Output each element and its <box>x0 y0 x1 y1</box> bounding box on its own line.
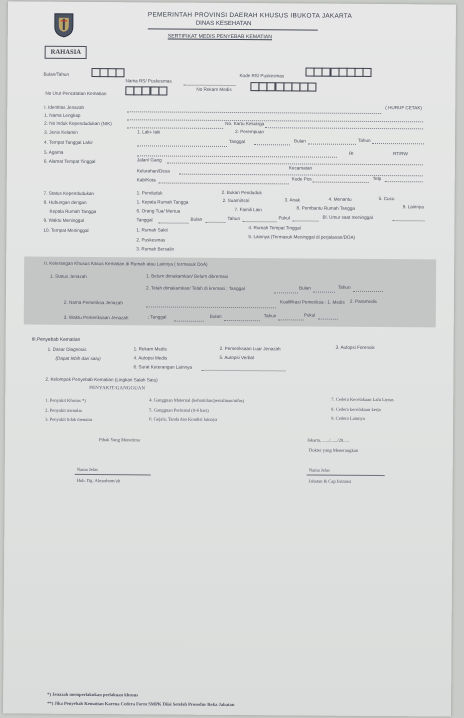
burial-day-line[interactable] <box>274 292 298 293</box>
residence-resident[interactable]: 1. Penduduk <box>136 190 163 196</box>
birth-day-line[interactable] <box>254 144 290 145</box>
row-birth: 4. Tempat Tanggal Lahir <box>44 139 93 146</box>
city-label: Kab/Kota <box>136 177 156 183</box>
rs-name-label: Nama RS/ Puskesmas <box>125 78 172 84</box>
death-year-line[interactable] <box>242 221 276 222</box>
examiner-qual-paramedic[interactable]: 2. Paramedis <box>349 298 378 305</box>
receiver-sign-line[interactable] <box>75 474 151 476</box>
corpse-status-1[interactable]: 1. Belum dimakamkan/ Belum dikremasi <box>146 273 229 279</box>
cause-1[interactable]: 1. Penyakit Khusus *) <box>45 397 86 403</box>
postcode-label: Kode Pos <box>291 176 312 182</box>
rs-code-boxes[interactable] <box>305 68 371 77</box>
death-day-line[interactable] <box>158 222 188 223</box>
place-1[interactable]: 1. Rumah Sakit <box>136 227 168 233</box>
receiver-title: Pihak Yang Menerima <box>98 437 140 443</box>
birthplace-line[interactable] <box>137 145 227 147</box>
cause-group-label: 2. Kelompok Penyebab Kematian (Lingkari Salah Satu) <box>45 376 158 383</box>
row-relation: 8. Hubungan dengan <box>43 199 87 205</box>
relation-9[interactable]: 9. Lainnya <box>402 204 424 210</box>
place-5[interactable]: 5. Lainnya (Termasuk Meninggal di perjalanan/DOA) <box>248 234 356 240</box>
exam-year-label: Tahun <box>263 313 277 319</box>
basis-4[interactable]: 4. Autopsi Medis <box>133 355 168 361</box>
address-street-label: Jalan/ Gang <box>136 157 162 163</box>
kk-line[interactable] <box>265 127 423 129</box>
row-nik: 2. No Induk Kependudukan (NIK) <box>44 120 112 127</box>
basis-1[interactable]: 1. Rekam Medis <box>133 346 167 352</box>
city-line[interactable] <box>159 182 289 184</box>
doctor-sign-line[interactable] <box>307 475 385 477</box>
phone-line[interactable] <box>385 181 423 182</box>
footnote-2: **) Jika Penyebab Kematian Karena Cedera Form SMPK Diisi Setelah Prosedur Reka Jabatan <box>47 700 235 708</box>
doctor-position: Jabatan & Cap Instansi <box>308 478 352 484</box>
rt-label: Rt <box>348 150 354 156</box>
rs-code-label: Kode RS/ Puskesmas <box>239 73 285 79</box>
death-month-label: Bulan <box>190 216 203 222</box>
row-death-time: 9. Waktu Meninggal <box>43 217 84 223</box>
section1-title: I. Identitas Jenazah <box>44 104 85 110</box>
secret-label: RAHASIA <box>45 46 88 59</box>
jakarta-emblem-icon <box>53 12 75 38</box>
relation-1[interactable]: 1. Kepala Rumah Tangga <box>136 199 189 205</box>
exam-hour-line[interactable] <box>318 319 338 320</box>
basis-5[interactable]: 5. Autopsi Verbal <box>219 354 255 361</box>
cause-6[interactable]: 6. Gejala, Tanda dan Kondisi lainnya <box>149 416 218 422</box>
birth-month-line[interactable] <box>308 144 356 145</box>
birth-day-label: Tanggal <box>229 138 246 145</box>
exam-hour-label: Pukul <box>303 312 316 318</box>
residence-nonresident[interactable]: 2. Bukan Penduduk <box>221 189 262 196</box>
medical-record-boxes[interactable] <box>250 82 316 91</box>
cause-group-head: PENYAKIT/GANGGUAN <box>89 386 146 392</box>
rtrw-label: RT/RW <box>392 151 408 157</box>
cause-5[interactable]: 5. Gangguan Perinatal (0-6 hari) <box>149 407 209 413</box>
row-religion: 5. Agama <box>43 149 64 155</box>
birth-year-line[interactable] <box>372 143 424 144</box>
rs-name-line[interactable] <box>183 85 235 86</box>
relation-5[interactable]: 5. Cucu <box>378 196 395 202</box>
row-gender: 3. Jenis Kelamin <box>44 129 78 135</box>
burial-year-label: Tahun <box>338 284 351 290</box>
place-3[interactable]: 3. Rumah Bersalin <box>136 246 175 252</box>
death-year-label: Tahun <box>227 215 241 222</box>
examiner-qual-medical[interactable]: Kualifikasi Pemeriksa : 1. Medis <box>279 299 345 305</box>
burial-month-line[interactable] <box>313 292 335 293</box>
phone-label: Telp <box>372 175 382 182</box>
death-reg-label: No Urut Pencatatan Kematian <box>45 90 107 97</box>
row-residence: 7. Status Kependudukan <box>43 190 95 197</box>
place-4[interactable]: 4. Rumah Tempat Tinggal <box>248 225 301 231</box>
row-death-place: 10. Tempat Meninggal <box>43 227 89 234</box>
sign-place-date[interactable]: Jakarta, ....../....../20..... <box>306 437 349 443</box>
diagnosis-basis-sub: (Dapat lebih dari satu) <box>55 355 101 362</box>
death-month-line[interactable] <box>205 222 225 223</box>
death-hour-line[interactable] <box>292 220 318 221</box>
cause-3[interactable]: 3. Penyakit tidak menular <box>45 416 93 423</box>
kk-label: No. Kartu Keluarga <box>225 120 265 127</box>
medical-record-label: No Rekam Medis <box>196 86 232 92</box>
basis-6[interactable]: 6. Surat Keterangan Lainnya <box>133 364 192 370</box>
line <box>127 111 381 114</box>
relation-7[interactable]: 7. Famili Lain <box>234 207 262 213</box>
capital-note: ( HURUF CETAK) <box>385 105 422 111</box>
relation-8[interactable]: 8. Pembantu Rumah Tangga <box>296 205 355 211</box>
relation-4[interactable]: 4. Menantu <box>328 196 352 202</box>
basis-2[interactable]: 2. Pemeriksaan Luar Jenazah <box>219 345 281 352</box>
exam-time-label: 3. Waktu Pemeriksaan Jenazah <box>63 314 129 321</box>
receiver-relation: Hub. Dg. Almarhum/ah <box>76 477 121 484</box>
dept-title: DINAS KESEHATAN <box>195 20 252 28</box>
birth-year-label: Tahun <box>358 137 371 143</box>
cause-9[interactable]: 9. Cedera Lainnya <box>331 415 365 421</box>
gender-male[interactable]: 1. Laki- laki <box>137 129 161 135</box>
exam-month-label: Bulan <box>209 313 222 319</box>
cause-4[interactable]: 4. Gangguan Maternal (kehamilan/persalinan/nifas) <box>149 397 245 404</box>
exam-day-line[interactable] <box>174 321 204 322</box>
gov-title: PEMERINTAH PROVINSI DAERAH KHUSUS IBUKOTA JAKARTA <box>147 11 353 20</box>
examiner-label: 2. Nama Pemeriksa Jenazah <box>63 299 123 306</box>
death-reg-boxes[interactable] <box>125 86 166 95</box>
relation-2[interactable]: 2. Suami/Istri <box>222 197 250 204</box>
village-label: Kelurahan/Desa <box>136 168 170 174</box>
row-full-name: 1. Nama Lengkap <box>44 112 81 118</box>
death-age-line[interactable] <box>392 220 424 221</box>
row-address: 6. Alamat Tempat Tinggal <box>43 158 96 165</box>
basis-other-line[interactable] <box>201 370 285 372</box>
relation-6[interactable]: 6. Orang Tua/ Mertua <box>136 208 181 214</box>
diagnosis-basis-label: 1. Dasar Diagnosis <box>47 346 87 352</box>
corpse-status-label: 1. Status Jenazah <box>50 273 87 279</box>
form-title: SERTIFIKAT MEDIS PENYEBAB KEMATIAN <box>167 33 273 41</box>
relation-3[interactable]: 3. Anak <box>284 197 300 203</box>
burial-month-label: Bulan <box>298 285 311 291</box>
footnote-1: *) Jenazah memperlakukan perlakuan khusus <box>47 691 139 698</box>
row-relation-sub: Kepala Rumah Tangga <box>49 208 97 215</box>
doctor-name-label: Nama Jelas <box>308 467 330 473</box>
burial-year-line[interactable] <box>353 291 383 292</box>
death-age-label: Bl. Umur saat meninggal <box>322 214 373 220</box>
cause-2[interactable]: 2. Penyakit menular <box>45 407 83 413</box>
name-line[interactable] <box>127 119 423 122</box>
year-boxes[interactable] <box>107 68 123 77</box>
cause-7[interactable]: 7. Cedera Kecelakaan Lalu Lintas <box>331 396 394 403</box>
cause-8[interactable]: 8. Cedera kecelakaan kerja <box>331 406 381 413</box>
receiver-name-label: Nama Jelas <box>76 466 98 473</box>
exam-year-line[interactable] <box>278 319 304 320</box>
birth-month-label: Bulan <box>294 138 306 144</box>
death-day-label: Tanggal <box>136 217 153 223</box>
section2-title: II. Keterangan Khusus Kasus Kematian di Rumah atau Lainnya ( termasuk DoA) <box>44 260 208 267</box>
section3-title: III.Penyebab Kematian <box>31 337 81 343</box>
death-hour-label: Pukul <box>278 215 291 221</box>
corpse-status-2[interactable]: 2. Telah dimakamkan/ Telah di kremasi ; Tanggal <box>145 285 245 292</box>
header-rule <box>148 28 318 30</box>
certificate-page <box>3 1 456 716</box>
exam-day-label: ; Tanggal <box>147 314 167 320</box>
gender-female[interactable]: 2. Perempuan <box>235 129 264 135</box>
district-label: Kecamatan <box>288 165 313 171</box>
month-boxes[interactable] <box>91 68 107 77</box>
doctor-title: Dokter yang Menerangkan <box>308 447 359 453</box>
basis-3[interactable]: 3. Autopsi Forensik <box>335 344 375 351</box>
place-2[interactable]: 2. Puskesmas <box>136 237 166 243</box>
month-year-label: Bulan/Tahun <box>43 71 70 77</box>
religion-line[interactable] <box>137 155 337 157</box>
postcode-line[interactable] <box>313 182 369 183</box>
